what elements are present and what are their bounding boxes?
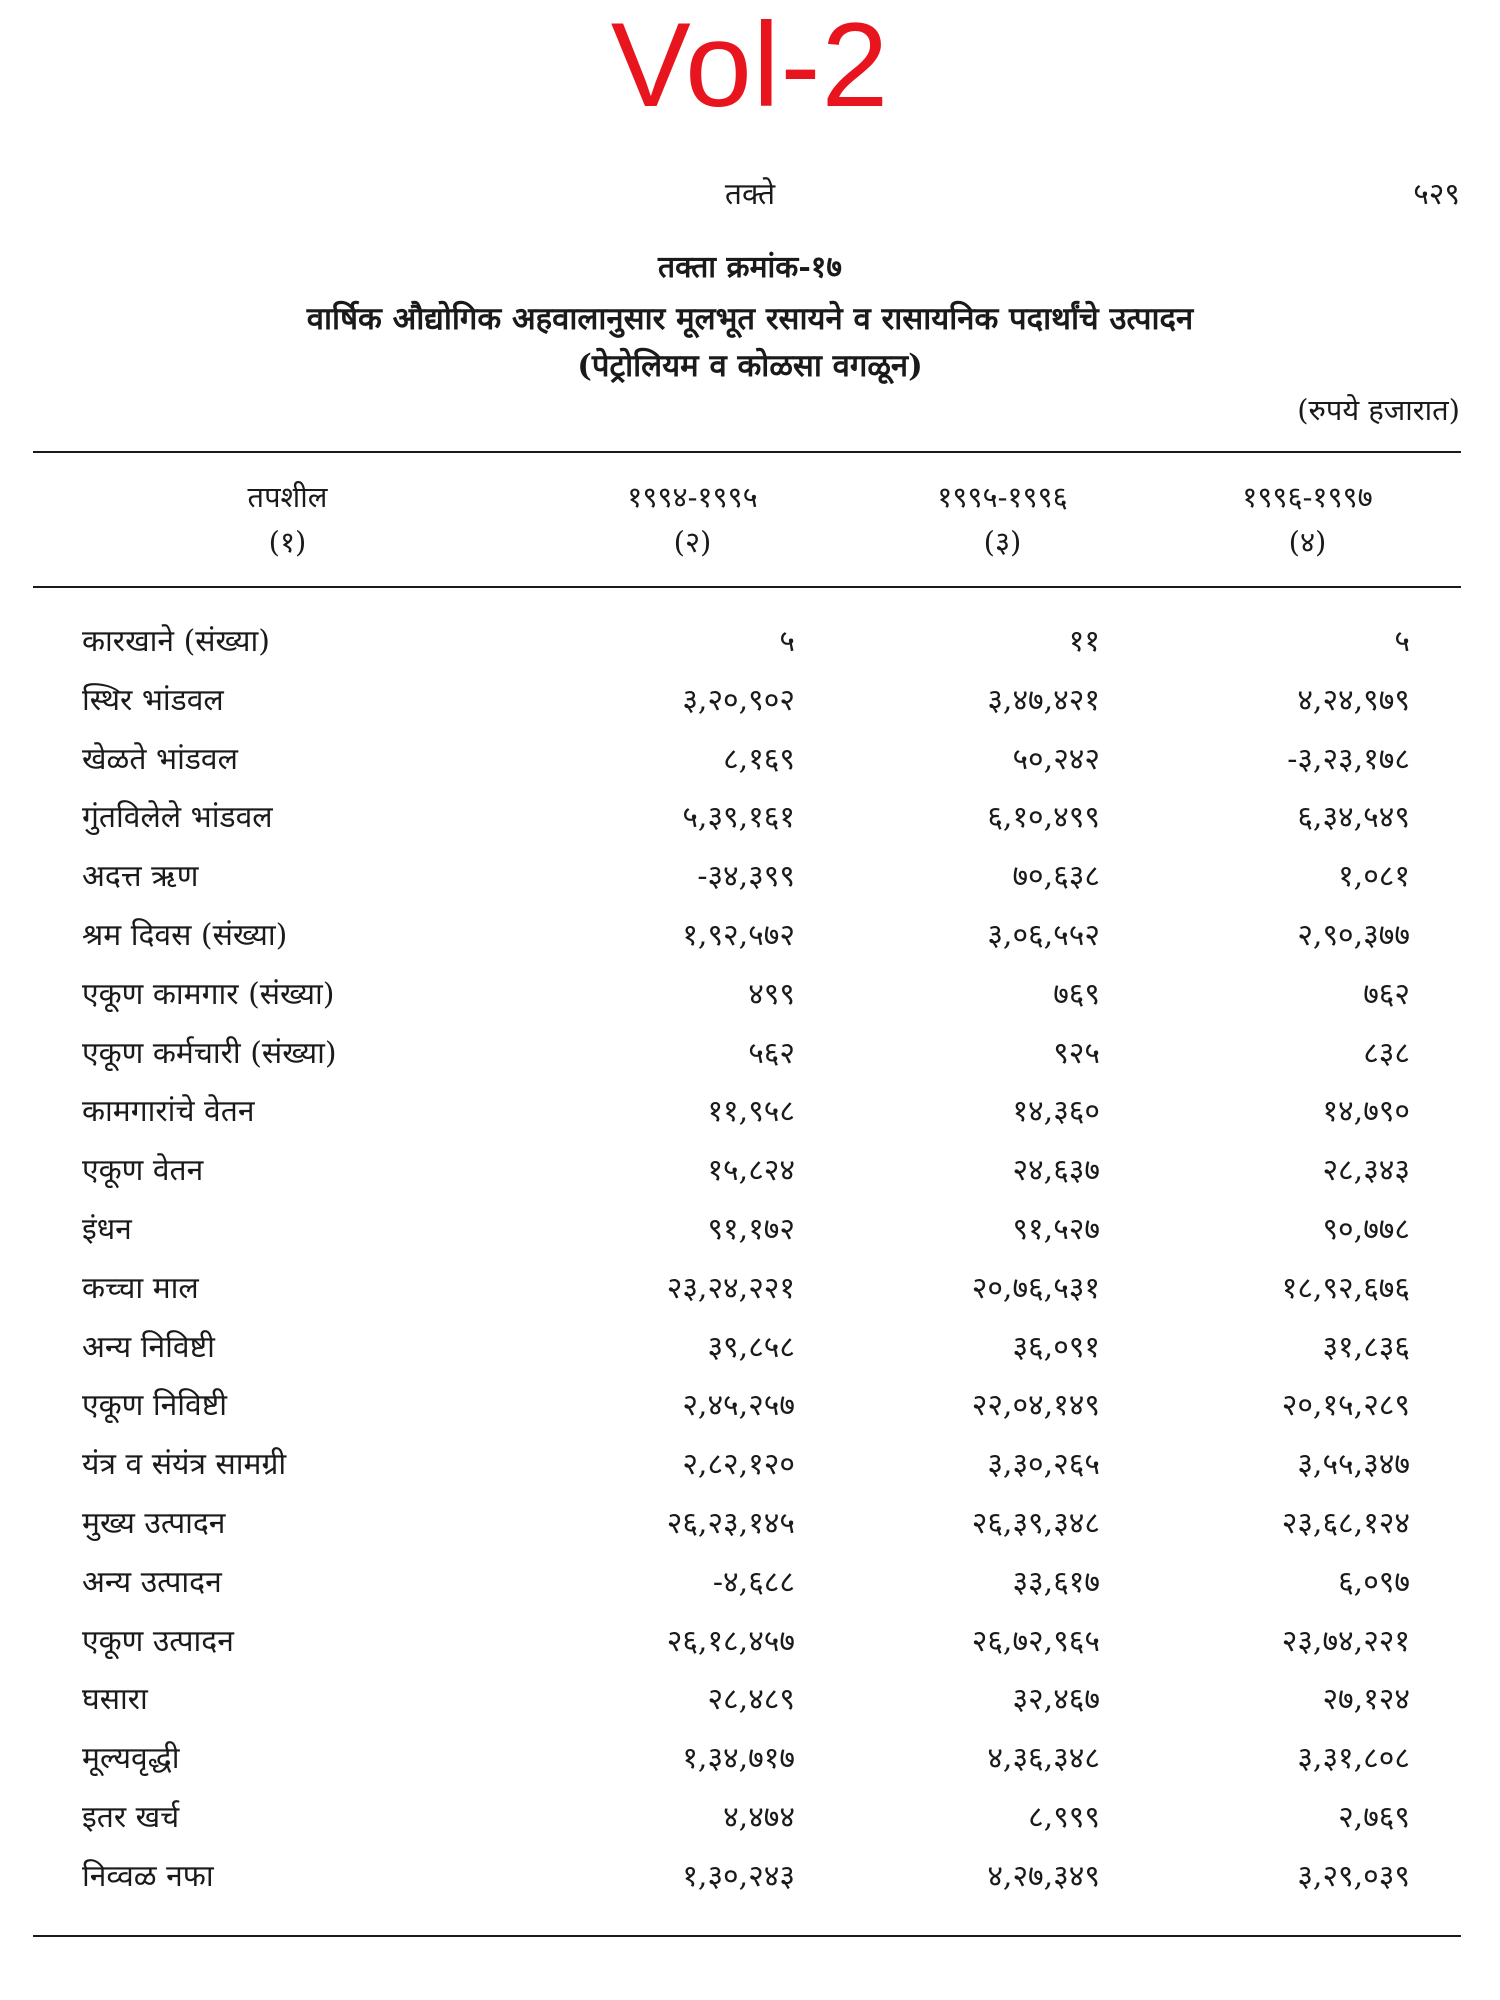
row-label: कारखाने (संख्या)	[82, 624, 270, 659]
value-1995-1996: २२,०४,१४९	[971, 1388, 1100, 1424]
value-1995-1996: २०,७६,५३१	[971, 1270, 1100, 1306]
value-1995-1996: ११	[1068, 624, 1100, 659]
row-label: इतर खर्च	[82, 1799, 180, 1835]
column-header-label: १९९४-१९९५	[627, 480, 758, 514]
table-row	[0, 916, 1500, 975]
page-number: ५२९	[1413, 177, 1460, 212]
value-1996-1997: २७,१२४	[1322, 1682, 1410, 1718]
value-1996-1997: २,७६९	[1338, 1799, 1410, 1835]
table-row	[0, 1269, 1500, 1328]
value-1995-1996: २४,६३७	[1012, 1153, 1100, 1189]
value-1996-1997: १,०८१	[1338, 859, 1410, 895]
running-head: तक्ते	[724, 177, 776, 212]
value-1994-1995: २८,४८९	[707, 1682, 795, 1718]
value-1994-1995: ११,९५८	[707, 1094, 795, 1130]
row-label: इंधन	[82, 1211, 132, 1247]
value-1996-1997: -३,२३,१७८	[1287, 741, 1410, 777]
column-header-label: १९९६-१९९७	[1242, 480, 1373, 514]
row-label: स्थिर भांडवल	[82, 682, 224, 718]
table-row	[0, 1034, 1500, 1093]
table-number: तक्ता क्रमांक-१७	[658, 250, 842, 285]
value-1994-1995: २६,२३,१४५	[666, 1505, 795, 1541]
column-header-number: (४)	[1288, 525, 1327, 559]
value-1994-1995: ५६२	[748, 1035, 795, 1071]
units-note: (रुपये हजारात)	[1297, 393, 1460, 427]
table-row	[0, 1151, 1500, 1210]
table-row	[0, 1386, 1500, 1445]
value-1994-1995: ५,३९,१६१	[682, 800, 795, 836]
value-1994-1995: १,३४,७१७	[682, 1741, 795, 1777]
column-header-details	[170, 475, 405, 565]
row-label: यंत्र व संयंत्र सामग्री	[82, 1447, 287, 1483]
value-1994-1995: ४,४७४	[723, 1799, 795, 1835]
value-1995-1996: १४,३६०	[1012, 1094, 1100, 1130]
value-1996-1997: ३,३१,८०८	[1297, 1741, 1410, 1777]
table-row	[0, 975, 1500, 1034]
value-1995-1996: ३,३०,२६५	[987, 1447, 1100, 1483]
value-1996-1997: २०,१५,२८९	[1281, 1388, 1410, 1424]
value-1996-1997: ३१,८३६	[1322, 1329, 1410, 1365]
row-label: एकूण कर्मचारी (संख्या)	[82, 1035, 337, 1071]
value-1996-1997: १८,९२,६७६	[1281, 1270, 1410, 1306]
value-1994-1995: २,८२,१२०	[682, 1447, 795, 1483]
table-row	[0, 622, 1500, 681]
column-header-1994-1995	[575, 475, 810, 565]
row-label: अन्य निविष्टी	[82, 1329, 215, 1365]
value-1994-1995: ३९,८५८	[707, 1329, 795, 1365]
value-1995-1996: ३६,०९१	[1012, 1329, 1100, 1365]
value-1995-1996: ४,३६,३४८	[987, 1741, 1100, 1777]
table-top-rule	[33, 451, 1461, 453]
table-row	[0, 1210, 1500, 1269]
row-label: मूल्यवृद्धी	[82, 1741, 180, 1777]
table-body	[0, 622, 1500, 1916]
value-1995-1996: ४,२७,३४९	[987, 1858, 1100, 1894]
row-label: घसारा	[82, 1682, 148, 1718]
value-1995-1996: ९१,५२७	[1012, 1211, 1100, 1247]
value-1996-1997: २८,३४३	[1322, 1153, 1410, 1189]
value-1996-1997: ३,२९,०३९	[1297, 1858, 1410, 1894]
table-row	[0, 681, 1500, 740]
value-1994-1995: २,४५,२५७	[682, 1388, 795, 1424]
value-1994-1995: -४,६८८	[712, 1564, 795, 1600]
value-1995-1996: २६,७२,९६५	[971, 1623, 1100, 1659]
value-1996-1997: २,९०,३७७	[1297, 917, 1410, 953]
value-1995-1996: ७६९	[1053, 976, 1100, 1012]
value-1994-1995: १,९२,५७२	[682, 917, 795, 953]
table-subtitle: (पेट्रोलियम व कोळसा वगळून)	[577, 348, 923, 384]
value-1994-1995: ९१,१७२	[707, 1211, 795, 1247]
value-1996-1997: २३,७४,२२१	[1281, 1623, 1410, 1659]
column-header-1996-1997	[1190, 475, 1425, 565]
row-label: एकूण उत्पादन	[82, 1623, 234, 1659]
value-1994-1995: १,३०,२४३	[682, 1858, 795, 1894]
table-row	[0, 1622, 1500, 1681]
value-1994-1995: २६,१८,४५७	[666, 1623, 795, 1659]
value-1994-1995: -३४,३९९	[697, 859, 795, 895]
table-title: वार्षिक औद्योगिक अहवालानुसार मूलभूत रसायने व रासायनिक पदार्थांचे उत्पादन	[306, 301, 1194, 337]
row-label: खेळते भांडवल	[82, 741, 238, 777]
volume-label: Vol-2	[610, 0, 890, 132]
row-label: एकूण कामगार (संख्या)	[82, 976, 335, 1012]
value-1994-1995: ३,२०,९०२	[682, 682, 795, 718]
table-row	[0, 1504, 1500, 1563]
value-1994-1995: ५	[779, 624, 795, 659]
value-1996-1997: ६,३४,५४९	[1297, 800, 1410, 836]
value-1994-1995: १५,८२४	[707, 1153, 795, 1189]
column-header-number: (३)	[983, 525, 1022, 559]
value-1996-1997: ६,०९७	[1338, 1564, 1410, 1600]
value-1996-1997: ८३८	[1363, 1035, 1410, 1071]
table-row	[0, 857, 1500, 916]
value-1995-1996: ३,०६,५५२	[987, 917, 1100, 953]
table-row	[0, 1563, 1500, 1622]
table-bottom-rule	[33, 1935, 1461, 1937]
row-label: अन्य उत्पादन	[82, 1564, 222, 1600]
row-label: निव्वळ नफा	[82, 1858, 214, 1894]
column-header-label: १९९५-१९९६	[937, 480, 1068, 514]
table-row	[0, 1092, 1500, 1151]
value-1995-1996: ६,१०,४९९	[987, 800, 1100, 836]
table-row	[0, 1857, 1500, 1916]
value-1994-1995: ८,१६९	[723, 741, 795, 777]
column-header-number: (२)	[673, 525, 712, 559]
table-row	[0, 798, 1500, 857]
table-row	[0, 1328, 1500, 1387]
table-row	[0, 1445, 1500, 1504]
table-row	[0, 1739, 1500, 1798]
row-label: श्रम दिवस (संख्या)	[82, 917, 288, 953]
value-1994-1995: २३,२४,२२१	[666, 1270, 795, 1306]
value-1996-1997: ९०,७७८	[1322, 1211, 1410, 1247]
value-1995-1996: २६,३९,३४८	[971, 1505, 1100, 1541]
value-1995-1996: ५०,२४२	[1012, 741, 1100, 777]
column-header-number: (१)	[268, 525, 307, 559]
value-1995-1996: ८,९९९	[1028, 1799, 1100, 1835]
column-header-label: तपशील	[247, 480, 328, 514]
row-label: अदत्त ऋण	[82, 859, 199, 895]
value-1995-1996: ७०,६३८	[1012, 859, 1100, 895]
row-label: एकूण निविष्टी	[82, 1388, 228, 1424]
row-label: मुख्य उत्पादन	[82, 1505, 226, 1541]
row-label: कच्चा माल	[82, 1270, 199, 1306]
column-header-1995-1996	[885, 475, 1120, 565]
value-1996-1997: २३,६८,१२४	[1281, 1505, 1410, 1541]
value-1995-1996: ३,४७,४२१	[987, 682, 1100, 718]
value-1996-1997: ४,२४,९७९	[1297, 682, 1410, 718]
value-1996-1997: ७६२	[1363, 976, 1410, 1012]
value-1996-1997: ३,५५,३४७	[1297, 1447, 1410, 1483]
value-1995-1996: ३२,४६७	[1012, 1682, 1100, 1718]
row-label: गुंतविलेले भांडवल	[82, 800, 273, 836]
value-1996-1997: ५	[1394, 624, 1410, 659]
table-row	[0, 1680, 1500, 1739]
row-label: एकूण वेतन	[82, 1153, 204, 1189]
value-1996-1997: १४,७९०	[1322, 1094, 1410, 1130]
table-row	[0, 740, 1500, 799]
header-bottom-rule	[33, 586, 1461, 588]
table-row	[0, 1798, 1500, 1857]
row-label: कामगारांचे वेतन	[82, 1094, 255, 1130]
value-1994-1995: ४९९	[748, 976, 795, 1012]
value-1995-1996: ३३,६१७	[1012, 1564, 1100, 1600]
value-1995-1996: ९२५	[1053, 1035, 1100, 1071]
